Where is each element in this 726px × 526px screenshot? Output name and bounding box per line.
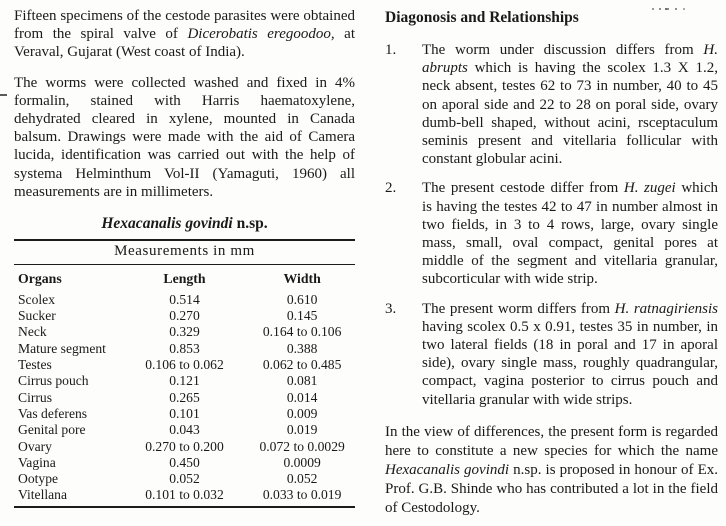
list-item (385, 300, 718, 409)
column-header-organs: Organs (18, 271, 62, 287)
organ-cell: Genital pore (18, 422, 86, 438)
table-row (14, 488, 355, 508)
methods-paragraph: The worms were collected washed and fixed in 4% formalin, stained with Harris haematoxylene, dehydrated cleared in xylene, mounted in Canada balsum. Drawings were made with the aid of Camera lucida, identification was carried out with the help of systema Helminthum Vol-II (Yamaguti, 1960) all measurements are in millimeters. (14, 74, 355, 200)
organ-cell: Vitellana (14, 488, 120, 508)
measurements-table (14, 239, 355, 508)
column-header-width: Width (283, 271, 321, 287)
organ-cell: Mature segment (18, 340, 106, 356)
table-row (14, 341, 355, 357)
item-number: 1. (385, 42, 397, 58)
list-item (385, 179, 718, 288)
length-cell: 0.270 (169, 308, 200, 324)
table-caption: Measurements in mm (14, 240, 355, 265)
width-cell: 0.164 to 0.106 (262, 324, 342, 340)
table-row (14, 357, 355, 373)
table-row (14, 406, 355, 422)
item-text: The worm under discussion differs from H. abrupts which is having the scolex 1.3 X 1.2, neck absent, testes 62 to 73 in number, 40 to 45 on aporal side and 22 to 28 on poral side, ovary dumb-bell shaped, without acini, rsceptaculum seminis present and vitellaria follicular with constant globular acini. (422, 42, 718, 168)
length-cell: 0.121 (169, 373, 200, 389)
table-row (14, 455, 355, 471)
species-heading: Hexacanalis govindi n.sp. (101, 215, 268, 233)
table-row (14, 439, 355, 455)
width-cell: 0.019 (286, 422, 318, 438)
table-header-row (14, 265, 355, 293)
scan-artifact-left-dash (0, 94, 7, 96)
section-heading: Diagonosis and Relationships (385, 9, 579, 26)
table-row (14, 374, 355, 390)
list-item (385, 41, 718, 168)
organ-cell: Cirrus (18, 389, 52, 405)
width-cell: 0.033 to 0.019 (249, 488, 355, 508)
table-caption-row (14, 240, 355, 265)
width-cell: 0.052 (286, 471, 318, 487)
length-cell: 0.853 (169, 340, 200, 356)
length-cell: 0.329 (169, 324, 200, 340)
table-row (14, 422, 355, 438)
width-cell: 0.145 (286, 308, 318, 324)
right-column (385, 7, 718, 518)
left-column (14, 7, 355, 508)
width-cell: 0.009 (286, 405, 318, 421)
length-cell: 0.101 (169, 405, 200, 421)
item-text: The present worm differs from H. ratnagiriensis having scolex 0.5 x 0.91, testes 35 in number, in two lateral fields (18 in poral and 17 in aporal side), ovary single mass, roughly quadrangular, compact, vagina posterior to cirrus pouch and vitellaria granular with wide strips. (422, 300, 718, 408)
length-cell: 0.101 to 0.032 (120, 488, 250, 508)
organ-cell: Ootype (18, 471, 59, 487)
table-row (14, 308, 355, 324)
organ-cell: Scolex (18, 291, 55, 307)
length-cell: 0.450 (169, 454, 200, 470)
organ-cell: Cirrus pouch (18, 373, 89, 389)
organ-cell: Vagina (18, 454, 56, 470)
table-row (14, 471, 355, 487)
table-row (14, 390, 355, 406)
item-text: The present cestode differ from H. zugei which is having the testes 42 to 47 in number almost in two fields, in 3 to 4 rows, large, ovary single mass, small, oval compact, genital pores at middle of the segment and vitellaria granular, subcorticular with wide strip. (422, 180, 718, 288)
width-cell: 0.388 (286, 340, 318, 356)
width-cell: 0.014 (286, 389, 318, 405)
column-header-length: Length (163, 271, 206, 287)
item-number: 2. (385, 180, 397, 197)
closing-paragraph: In the view of differences, the present form is regarded here to constitute a new species for which the name Hexacanalis govindi n.sp. is proposed in honour of Ex. Prof. G.B. Shinde who has contributed a lot in the field of Cestodology. (385, 423, 718, 516)
width-cell: 0.0009 (283, 454, 321, 470)
length-cell: 0.106 to 0.062 (145, 357, 224, 373)
item-number: 3. (385, 300, 397, 317)
length-cell: 0.043 (169, 422, 200, 438)
length-cell: 0.514 (169, 291, 200, 307)
width-cell: 0.062 to 0.485 (262, 357, 342, 373)
intro-paragraph: Fifteen specimens of the cestode parasites were obtained from the spiral valve of Dicerobatis eregoodoo, at Veraval, Gujarat (West coast of India). (14, 8, 355, 61)
organ-cell: Sucker (18, 308, 56, 324)
organ-cell: Neck (18, 324, 47, 340)
organ-cell: Testes (18, 357, 52, 373)
organ-cell: Vas deferens (18, 405, 88, 421)
length-cell: 0.052 (169, 471, 200, 487)
width-cell: 0.610 (286, 291, 318, 307)
width-cell: 0.072 to 0.0029 (259, 438, 345, 454)
length-cell: 0.270 to 0.200 (145, 438, 224, 454)
table-row (14, 292, 355, 308)
length-cell: 0.265 (169, 389, 200, 405)
table-row (14, 325, 355, 341)
width-cell: 0.081 (286, 373, 318, 389)
organ-cell: Ovary (18, 438, 52, 454)
